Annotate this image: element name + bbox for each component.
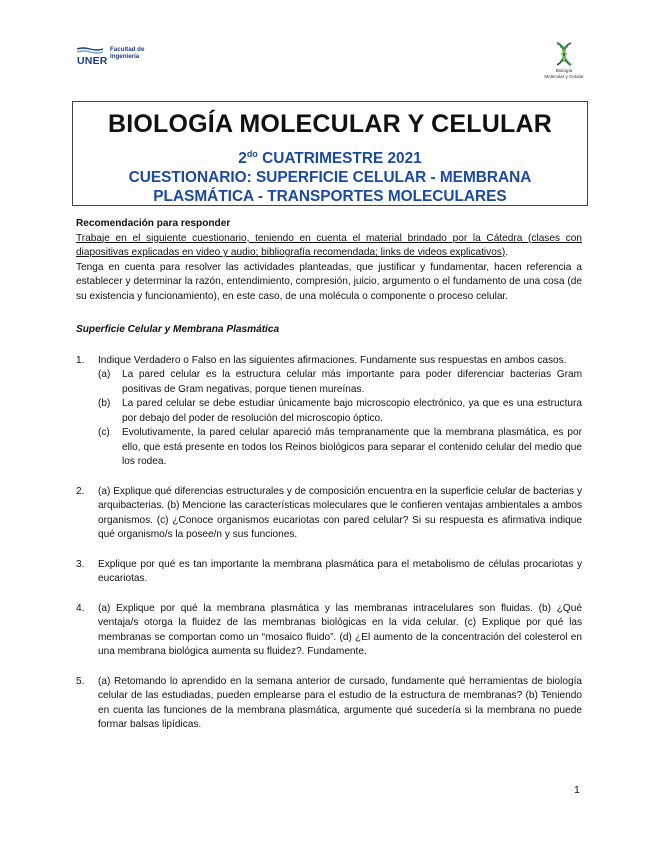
question-1-item-c: (c) Evolutivamente, la pared celular apareció más tempranamente que la membrana plasmática, es por ello, que está presente en todos los Reinos biológicos para separar el contenido celular del medio que los rodea. [98,427,582,467]
question-5 [76,675,582,733]
semester-line: $2^{do}$ CUATRIMESTRE 2021 [238,149,422,167]
recommendation-instructions: Trabaje en el siguiente cuestionario, teniendo en cuenta el material brindado por la Cátedra (clases con diapositivas explicadas en video y audio; bibliografía recomendada; links de videos explicativos). [76,232,582,258]
question-number: 1. [76,354,85,366]
question-text: (a) Explique qué diferencias estructurales y de composición encuentra en la superficie celular de bacterias y arquibacterias. (b) Mencione las características moleculares que le confieren ventajas ambientales a ambos organismos. (c) ¿Conoce organismos eucariotas con pared celular? Si su respuesta es afirmativa indique qué organismo/s la posee/n y sus funciones. [98,485,582,540]
dna-molecule-icon [551,40,577,68]
uner-brand-text: UNER [77,55,108,67]
recommendation-heading: Recomendación para responder [76,218,231,229]
question-1-item-a: (a) La pared celular es la estructura celular más importante para poder diferenciar bacterias Gram positivas de Gram negativas, porque tienen mureínas. [98,369,582,395]
section-title: Superficie Celular y Membrana Plasmática [76,324,280,335]
question-text: Indique Verdadero o Falso en las siguientes afirmaciones. Fundamente sus respuestas en ambos casos. [98,354,567,366]
question-text: Explique por qué es tan importante la membrana plasmática para el metabolismo de células procariotas y eucariotas. [98,558,582,584]
faculty-logo [77,45,177,67]
question-1-item-b: (b) La pared celular se debe estudiar únicamente bajo microscopio electrónico, ya que es una estructura por debajo del poder de resolución del microscopio óptico. [98,398,582,424]
course-logo [534,40,594,79]
course-title: BIOLOGÍA MOLECULAR Y CELULAR [107,110,553,138]
faculty-name: Facultad de Ingeniería [110,46,145,60]
document-body [76,217,582,733]
recommendation-paragraph: Tenga en cuenta para resolver las actividades planteadas, que justificar y fundamentar, hacen referencia a establecer y determinar la razón, entendimiento, compresión, juicio, argumento o el fundamento de una cosa (de su existencia y funcionamiento), en este caso, de una molécula o componente o proceso celular. [76,261,582,302]
question-2 [76,485,582,543]
question-text: (a) Explique por qué la membrana plasmática y las membranas intracelulares son fluidas. (b) ¿Qué ventaja/s otorga la fluidez de las membranas biológicas en la vida celular. (c) Explique por qué las membranas se comportan como un “mosaico fluido”. (d) ¿El aumento de la concentración del colesterol en una membrana biológica aumenta su fluidez?. Fundamente. [98,602,582,657]
title-box [72,101,588,206]
question-3 [76,558,582,587]
question-number: 4. [76,602,85,614]
question-number: 2. [76,485,85,497]
question-4 [76,602,582,660]
question-number: 3. [76,558,85,570]
question-text: (a) Retomando lo aprendido en la semana anterior de cursado, fundamente qué herramientas de biología celular de las estudiadas, pueden emplearse para el estudio de la estructura de membranas? (b) Teniendo en cuenta las funciones de la membrana plasmática, argumente qué sucedería si la membrana no puede formar balsas lipídicas. [98,675,582,730]
course-logo-caption: Biología Molecular y Celular [544,68,584,79]
question-number: 5. [76,675,85,687]
question-1 [76,354,582,470]
questionnaire-title-line1: CUESTIONARIO: SUPERFICIE CELULAR - MEMBRANA [128,169,532,186]
questionnaire-title-line2: PLASMÁTICA - TRANSPORTES MOLECULARES [153,188,507,205]
page-number: 1 [574,784,580,796]
